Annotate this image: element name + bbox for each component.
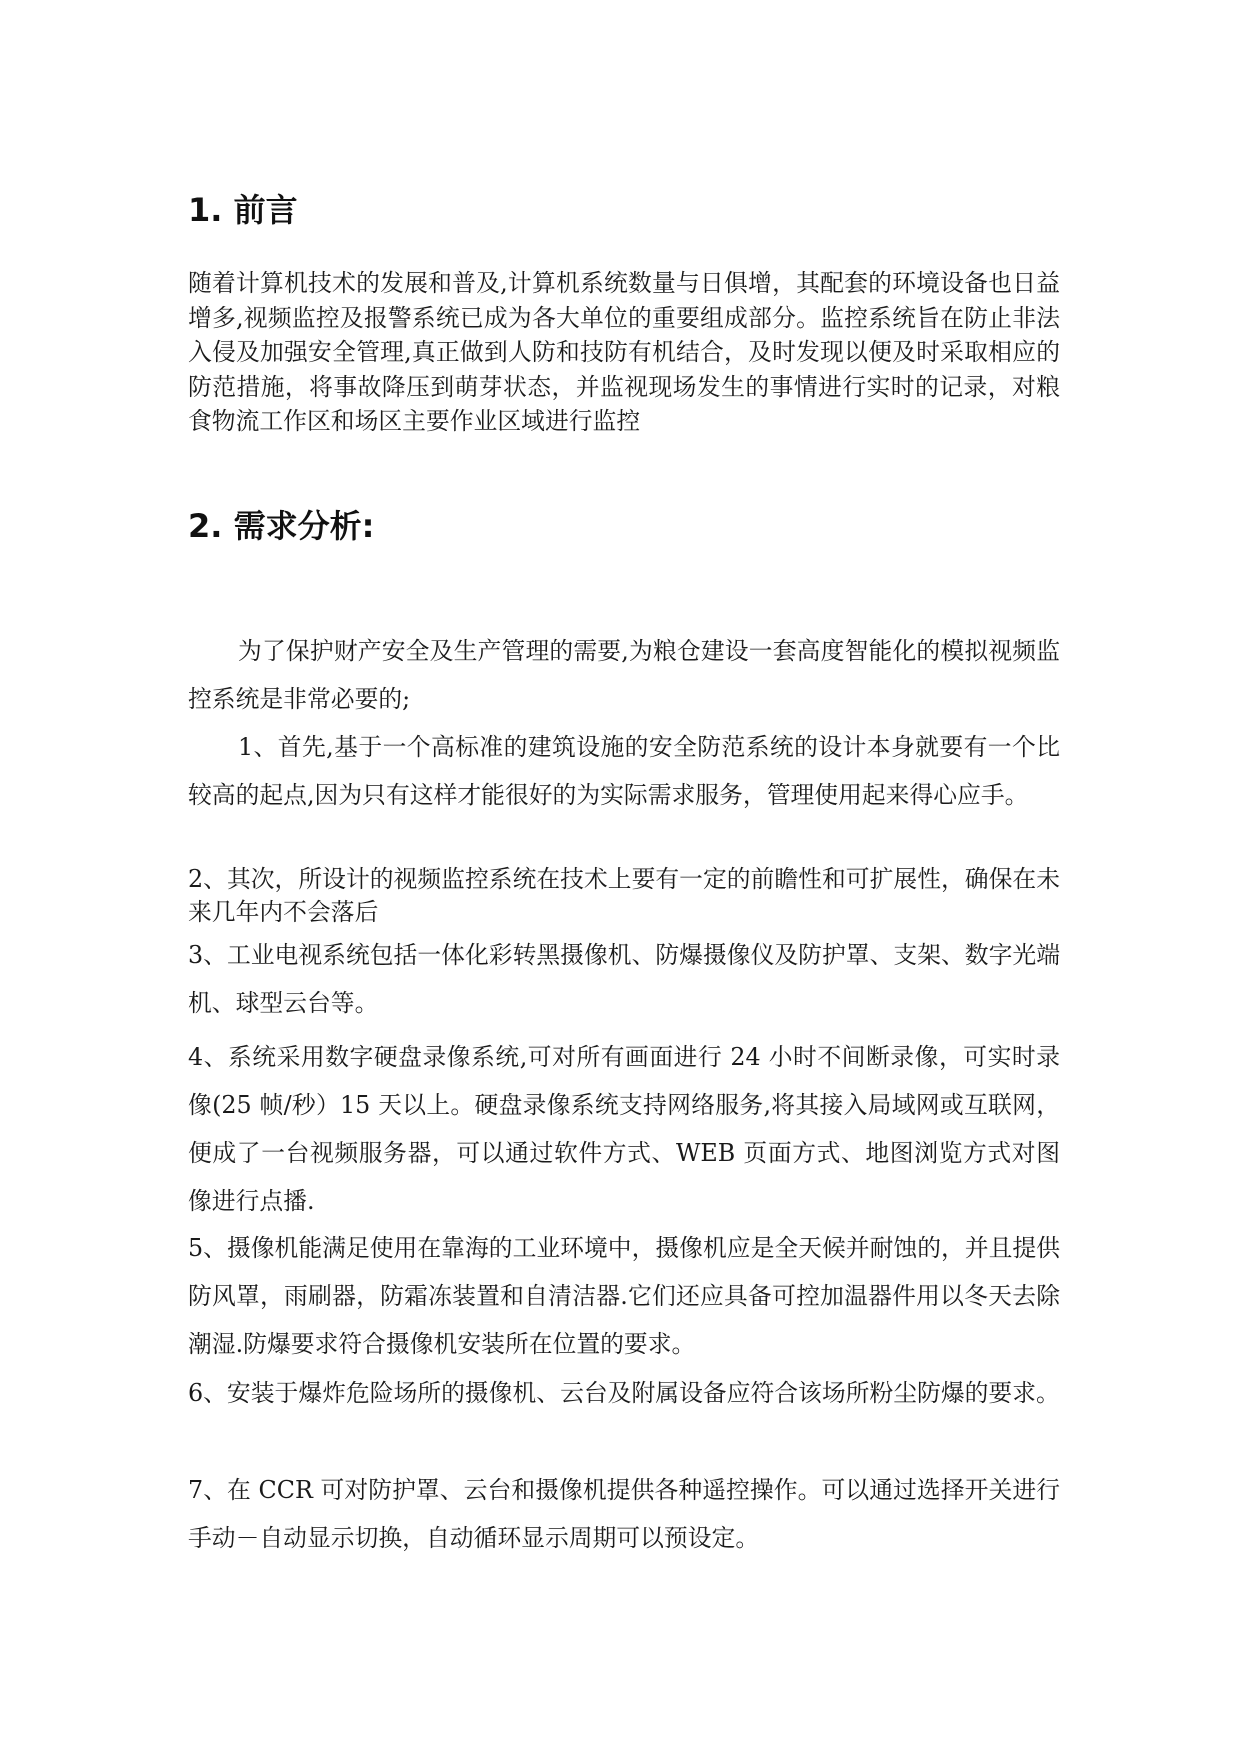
section-heading-requirements: 2. 需求分析: [188, 507, 375, 545]
requirements-lead-paragraph: 为了保护财产安全及生产管理的需要,为粮仓建设一套高度智能化的模拟视频监控系统是非常必要的; [188, 637, 1060, 713]
requirement-item-4: 4、系统采用数字硬盘录像系统,可对所有画面进行 24 小时不间断录像，可实时录像(25 帧/秒）15 天以上。硬盘录像系统支持网络服务,将其接入局域网或互联网，便成了一台视频服务器，可以通过软件方式、WEB 页面方式、地图浏览方式对图像进行点播. [188, 1043, 1060, 1215]
requirement-item-1: 1、首先,基于一个高标准的建筑设施的安全防范系统的设计本身就要有一个比较高的起点,因为只有这样才能很好的为实际需求服务，管理使用起来得心应手。 [188, 733, 1060, 809]
requirement-item-5: 5、摄像机能满足使用在靠海的工业环境中，摄像机应是全天候并耐蚀的，并且提供防风罩，雨刷器，防霜冻装置和自清洁器.它们还应具备可控加温器件用以冬天去除潮湿.防爆要求符合摄像机安装所在位置的要求。 [188, 1234, 1060, 1358]
preface-paragraph: 随着计算机技术的发展和普及,计算机系统数量与日俱增，其配套的环境设备也日益增多,视频监控及报警系统已成为各大单位的重要组成部分。监控系统旨在防止非法入侵及加强安全管理,真正做到人防和技防有机结合，及时发现以便及时采取相应的防范措施，将事故降压到萌芽状态，并监视现场发生的事情进行实时的记录，对粮食物流工作区和场区主要作业区域进行监控 [188, 269, 1060, 435]
requirement-item-2: 2、其次，所设计的视频监控系统在技术上要有一定的前瞻性和可扩展性，确保在未来几年内不会落后 [188, 865, 1060, 926]
requirement-item-7: 7、在 CCR 可对防护罩、云台和摄像机提供各种遥控操作。可以通过选择开关进行手动－自动显示切换，自动循环显示周期可以预设定。 [188, 1476, 1060, 1552]
requirement-item-6: 6、安装于爆炸危险场所的摄像机、云台及附属设备应符合该场所粉尘防爆的要求。 [188, 1379, 1060, 1407]
requirement-item-3: 3、工业电视系统包括一体化彩转黑摄像机、防爆摄像仪及防护罩、支架、数字光端机、球型云台等。 [188, 941, 1060, 1017]
section-heading-preface: 1. 前言 [188, 191, 298, 229]
